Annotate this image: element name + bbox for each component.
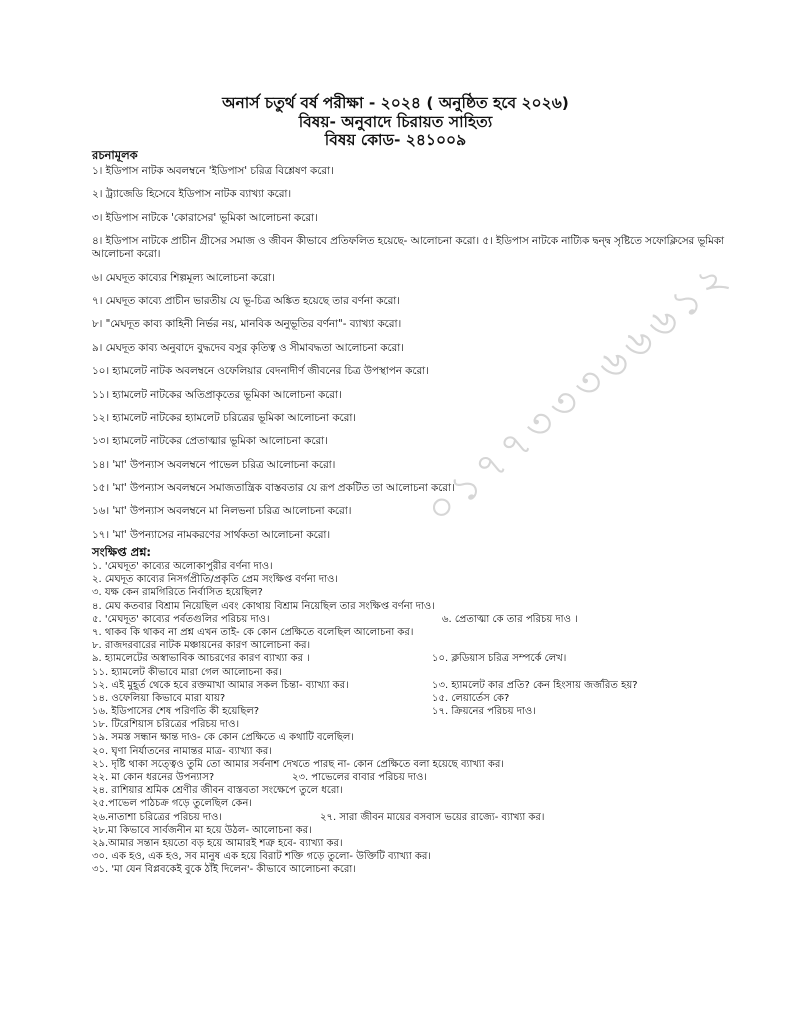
short-question-item: ১১. হ্যামলেট কীভাবে মারা গেল আলোচনা কর। <box>92 666 282 678</box>
broad-question-item: ১২। হ্যামলেট নাটকের হ্যামলেট চরিত্রের ভূমিকা আলোচনা করো। <box>92 411 356 424</box>
short-question-item: ১০. ক্লডিয়াস চরিত্র সম্পর্কে লেখ। <box>432 653 567 665</box>
exam-header <box>0 94 791 150</box>
short-question-row <box>92 797 732 810</box>
broad-question-item: ৯। মেঘদূত কাব্য অনুবাদে বুদ্ধদেব বসুর কৃতিত্ব ও সীমাবদ্ধতা আলোচনা করো। <box>92 341 404 354</box>
short-question-item: ১৯. সমস্ত সন্ধান ক্ষান্ত দাও- কে কোন প্রেক্ষিতে এ কথাটি বলেছিল। <box>92 732 354 744</box>
short-question-item: ২. মেঘদূত কাব্যের নিসর্গপ্রীতি/প্রকৃতি প্রেম সংক্ষিপ্ত বর্ণনা দাও। <box>92 574 338 586</box>
short-question-item: ১৮. টিরেশিয়াস চরিত্রের পরিচয় দাও। <box>92 719 240 731</box>
short-question-item: ৩১. 'মা যেন বিপ্লবকেই বুকে ঠাঁই দিলেন'- কীভাবে আলোচনা করো। <box>92 864 356 876</box>
short-questions-list <box>92 560 732 877</box>
short-question-row <box>92 573 732 586</box>
short-question-item: ২০. ঘৃণা নির্যাতনের নামান্তর মাত্র- ব্যাখ্যা কর। <box>92 745 272 757</box>
broad-questions-list <box>92 165 732 552</box>
short-question-item: ১৬. ইডিপাসের শেষ পরিণতি কী হয়েছিল? <box>92 706 260 718</box>
section-broad-questions-title: রচনামূলক <box>92 148 138 162</box>
short-question-row <box>92 639 732 652</box>
short-question-item: ৯. হ্যামলেটের অস্বাভাবিক আচরণের কারণ ব্যাখ্যা কর । <box>92 653 310 665</box>
broad-question-item: ৭। মেঘদূত কাব্যে প্রাচীন ভারতীয় যে ভূ-চিত্র অঙ্কিত হয়েছে তার বর্ণনা করো। <box>92 294 400 307</box>
subject-name: বিষয়- অনুবাদে চিরায়ত সাহিত্য <box>298 112 493 131</box>
short-question-item: ৩. যক্ষ কেন রামগিরিতে নির্বাসিত হয়েছিল? <box>92 587 263 599</box>
short-question-item: ২৭. সারা জীবন মায়ের বসবাস ভয়ের রাজ্যে- ব্যাখ্যা কর। <box>320 811 545 823</box>
short-question-row <box>92 718 732 731</box>
short-question-row <box>92 560 732 573</box>
short-question-item: ২১. দৃষ্টি থাকা সত্ত্বেও তুমি তো আমার সর্বনাশ দেখতে পারছ না- কোন প্রেক্ষিতে বলা হয়েছে ব্যাখ্যা কর। <box>92 758 504 770</box>
short-question-item: ১৭. ক্রিয়নের পরিচয় দাও। <box>432 706 536 718</box>
broad-question-item: ১৫। 'মা' উপন্যাস অবলম্বনে সমাজতান্ত্রিক বাস্তবতার যে রূপ প্রকটিত তা আলোচনা করো। <box>92 482 455 495</box>
short-question-item: ২৯.আমার সন্তান হয়তো বড় হয়ে আমারই শত্রু হবে- ব্যাখ্যা কর। <box>92 837 343 849</box>
short-question-item: ৫. 'মেঘদূত' কাব্যের পর্বতগুলির পরিচয় দাও। <box>92 613 270 625</box>
short-question-item: ২২. মা কোন ধরনের উপন্যাস? <box>92 772 215 783</box>
broad-question-item: ৪। ইডিপাস নাটকে প্রাচীন গ্রীসের সমাজ ও জীবন কীভাবে প্রতিফলিত হয়েছে- আলোচনা করো। ৫। ইডিপাস নাটকে নাট্যিক দ্বন্দ্ব সৃষ্টিতে সফোক্লিসের ভূমিকা আলোচনা করো। <box>92 235 725 261</box>
broad-question-item: ৩। ইডিপাস নাটকে 'কোরাসের' ভূমিকা আলোচনা করো। <box>92 211 318 224</box>
short-question-row <box>92 666 732 679</box>
short-question-row <box>92 837 732 850</box>
broad-question-item: ১৭। 'মা' উপন্যাসের নামকরণের সার্থকতা আলোচনা করো। <box>92 528 331 541</box>
short-question-row <box>92 586 732 599</box>
broad-question-item: ৮। "মেঘদূত কাব্য কাহিনী নির্ভর নয়, মানবিক অনুভূতির বর্ণনা"- ব্যাখ্যা করো। <box>92 318 402 331</box>
short-question-row <box>92 705 732 718</box>
short-question-row <box>92 824 732 837</box>
exam-title: অনার্স চতুর্থ বর্ষ পরীক্ষা - ২০২৪ ( অনুষ্ঠিত হবে ২০২৬) <box>222 94 569 112</box>
short-question-item: ৩০. এক হও, এক হও, সব মানুষ এক হয়ে বিরাট শক্তি গড়ে তুলো- উক্তিটি ব্যাখ্যা কর। <box>92 851 431 863</box>
watermark-text: ০১৭৭৩৩৩৬৬৬১২ <box>417 251 741 534</box>
short-question-row <box>92 850 732 863</box>
short-question-item: ৪. মেঘ কতবার বিশ্রাম নিয়েছিল এবং কোথায় বিশ্রাম নিয়েছিল তার সংক্ষিপ্ত বর্ণনা দাও। <box>92 600 435 612</box>
short-question-row <box>92 692 732 705</box>
short-question-row <box>92 613 732 626</box>
broad-question-item: ১৬। 'মা' উপন্যাস অবলম্বনে মা নিলভনা চরিত্র আলোচনা করো। <box>92 505 352 518</box>
short-question-item: ১৫. লেয়ার্তেস কে? <box>432 692 510 704</box>
broad-question-item: ১। ইডিপাস নাটক অবলম্বনে 'ইডিপাস' চরিত্র বিশ্লেষণ করো। <box>92 165 334 177</box>
subject-code: বিষয় কোড- ২৪১০০৯ <box>324 131 467 149</box>
short-question-item: ৭. থাকব কি থাকব না প্রশ্ন এখন তাই- কে কোন প্রেক্ষিতে বলেছিল আলোচনা কর। <box>92 626 414 638</box>
short-question-row <box>92 784 732 797</box>
broad-question-item: ৬। মেঘদূত কাব্যের শিল্পমূল্য আলোচনা করো। <box>92 271 275 284</box>
broad-question-item: ১০। হ্যামলেট নাটক অবলম্বনে ওফেলিয়ার বেদনাদীর্ণ জীবনের চিত্র উপস্থাপন করো। <box>92 365 429 378</box>
short-question-item: ১৪. ওফেলিয়া কিভাবে মারা যায়? <box>92 692 226 704</box>
short-question-row <box>92 771 732 784</box>
short-question-item: ৮. রাজদরবারের নাটক মঞ্চায়নের কারণ আলোচনা কর। <box>92 640 311 652</box>
short-question-row <box>92 811 732 824</box>
broad-question-item: ১৩। হ্যামলেট নাটকের প্রেতাত্মার ভূমিকা আলোচনা করো। <box>92 435 328 448</box>
short-question-item: ১. 'মেঘদূত' কাব্যের অলোকাপুরীর বর্ণনা দাও। <box>92 561 273 572</box>
short-question-row <box>92 745 732 758</box>
broad-question-item: ২। ট্র্যাজেডি হিসেবে ইডিপাস নাটক ব্যাখ্যা করো। <box>92 188 292 201</box>
short-question-row <box>92 679 732 692</box>
short-question-item: ২৬.নাতাশা চরিত্রের পরিচয় দাও। <box>92 811 222 823</box>
short-question-row <box>92 600 732 613</box>
short-question-row <box>92 863 732 876</box>
broad-question-item: ১৪। 'মা' উপন্যাস অবলম্বনে পাভেল চরিত্র আলোচনা করো। <box>92 458 336 471</box>
short-question-item: ১২. এই মুহূর্ত থেকে হবে রক্তমাখা আমার সকল চিন্তা- ব্যাখ্যা কর। <box>92 679 349 691</box>
broad-question-item: ১১। হ্যামলেট নাটকের অতিপ্রাকৃতের ভূমিকা আলোচনা করো। <box>92 388 342 401</box>
short-question-row <box>92 652 732 665</box>
short-question-item: ৬. প্রেতাত্মা কে তার পরিচয় দাও । <box>442 613 578 625</box>
short-question-item: ২৮.মা কিভাবে সার্বজনীন মা হয়ে উঠল- আলোচনা কর। <box>92 824 312 836</box>
short-question-row <box>92 626 732 639</box>
short-question-row <box>92 758 732 771</box>
short-question-item: ২৪. রাশিয়ার শ্রমিক শ্রেণীর জীবন বাস্তবতা সংক্ষেপে তুলে ধরো। <box>92 785 343 797</box>
short-question-item: ২৩. পাভেলের বাবার পরিচয় দাও। <box>292 772 427 783</box>
short-question-item: ১৩. হ্যামলেট কার প্রতি? কেন হিংসায় জর্জরিত হয়? <box>432 679 638 691</box>
section-short-questions-title: সংক্ষিপ্ত প্রশ্ন: <box>92 545 152 559</box>
short-question-row <box>92 731 732 744</box>
short-question-item: ২৫.পাভেল পাঠচক্র গড়ে তুলেছিল কেন। <box>92 798 252 810</box>
